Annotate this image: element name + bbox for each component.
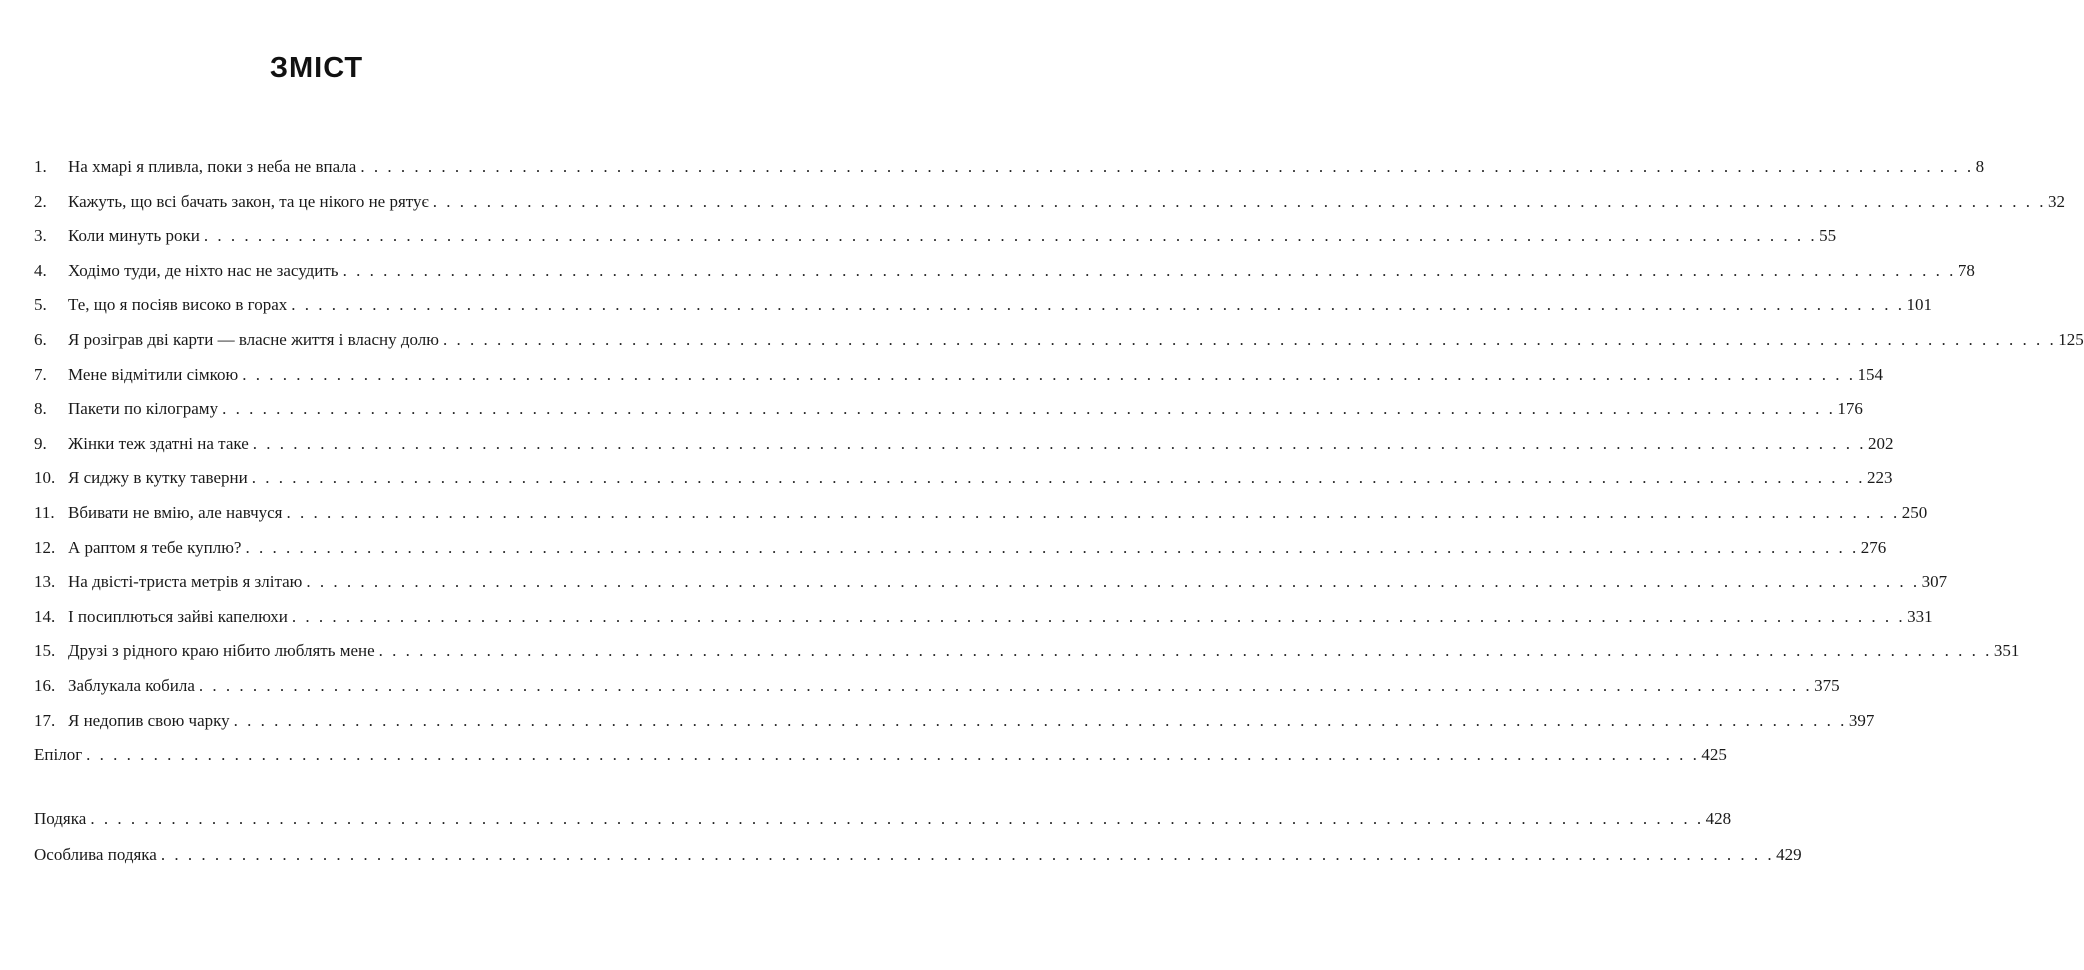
toc-entry-page: 397 [1848, 710, 1875, 730]
toc-entry-page: 32 [2048, 191, 2066, 211]
toc-entry-title: На двісті-триста метрів я злітаю [68, 572, 303, 592]
toc-leader-dots: . . . . . . . . . . . . . . . . . . . . . . . . . . . . . . . . . . . . . . . . . . . . . . . . . . . . . . . . . . . . . . . . . . . . . . . . . . . . . . . . . . . . . . . . . . . . . . . . . . . . . . . . . . . . . . . . . . . . . . . . [242, 364, 1856, 384]
toc-leader-dots: . . . . . . . . . . . . . . . . . . . . . . . . . . . . . . . . . . . . . . . . . . . . . . . . . . . . . . . . . . . . . . . . . . . . . . . . . . . . . . . . . . . . . . . . . . . . . . . . . . . . . . . . . . . . . . . . . . . . . . . . [86, 745, 1700, 765]
toc-entry-page: 202 [1868, 433, 1894, 453]
toc-entry-page: 250 [1901, 503, 1928, 522]
toc-leader-dots: . . . . . . . . . . . . . . . . . . . . . . . . . . . . . . . . . . . . . . . . . . . . . . . . . . . . . . . . . . . . . . . . . . . . . . . . . . . . . . . . . . . . . . . . . . . . . . . . . . . . . . . . . . . . . . . . . . . . . . . . [342, 260, 1956, 280]
toc-leader-dots: . . . . . . . . . . . . . . . . . . . . . . . . . . . . . . . . . . . . . . . . . . . . . . . . . . . . . . . . . . . . . . . . . . . . . . . . . . . . . . . . . . . . . . . . . . . . . . . . . . . . . . . . . . . . . . . . . . . . . . . . [160, 845, 1775, 864]
toc-entry-number: 11. [34, 503, 55, 522]
toc-leader-dots: . . . . . . . . . . . . . . . . . . . . . . . . . . . . . . . . . . . . . . . . . . . . . . . . . . . . . . . . . . . . . . . . . . . . . . . . . . . . . . . . . . . . . . . . . . . . . . . . . . . . . . . . . . . . . . . . . . . . . . . . [203, 226, 1818, 246]
toc-leader-dots: . . . . . . . . . . . . . . . . . . . . . . . . . . . . . . . . . . . . . . . . . . . . . . . . . . . . . . . . . . . . . . . . . . . . . . . . . . . . . . . . . . . . . . . . . . . . . . . . . . . . . . . . . . . . . . . . . . . . . . . . [360, 157, 1974, 176]
toc-entry-title: Пакети по кілограму [68, 399, 219, 419]
toc-entry [34, 536, 1887, 560]
toc-entry-title: Я недопив свою чарку [68, 710, 230, 730]
toc-entry-page: 55 [1819, 226, 1837, 246]
toc-leader-dots: . . . . . . . . . . . . . . . . . . . . . . . . . . . . . . . . . . . . . . . . . . . . . . . . . . . . . . . . . . . . . . . . . . . . . . . . . . . . . . . . . . . . . . . . . . . . . . . . . . . . . . . . . . . . . . . . . . . . . . . . [90, 809, 1704, 828]
toc-entry-number: 7. [34, 364, 47, 384]
toc-entry [34, 570, 1948, 594]
toc-entry-title: Заблукала кобила [68, 676, 195, 695]
toc-entry-number: 16. [34, 676, 56, 695]
toc-entry [34, 224, 1837, 248]
toc-entry [34, 743, 1727, 767]
toc-entry-page: 176 [1837, 399, 1863, 419]
toc-entry-title: Подяка [34, 809, 87, 828]
toc-entry-title: Кажуть, що всі бачать закон, та це нікого не рятує [68, 191, 429, 211]
toc-entry-title: Особлива подяка [34, 845, 157, 864]
toc-entry [34, 293, 1933, 317]
toc-entry-page: 78 [1957, 260, 1975, 280]
toc-entry [34, 709, 1875, 733]
toc-leader-dots: . . . . . . . . . . . . . . . . . . . . . . . . . . . . . . . . . . . . . . . . . . . . . . . . . . . . . . . . . . . . . . . . . . . . . . . . . . . . . . . . . . . . . . . . . . . . . . . . . . . . . . . . . . . . . . . . . . . . . . . . [291, 606, 1906, 626]
toc-leader-dots: . . . . . . . . . . . . . . . . . . . . . . . . . . . . . . . . . . . . . . . . . . . . . . . . . . . . . . . . . . . . . . . . . . . . . . . . . . . . . . . . . . . . . . . . . . . . . . . . . . . . . . . . . . . . . . . . . . . . . . . . [222, 399, 1836, 419]
toc-entry [34, 466, 1893, 490]
toc-entry-page: 425 [1701, 745, 1727, 765]
toc-entry-page: 276 [1860, 537, 1887, 557]
toc-leader-dots: . . . . . . . . . . . . . . . . . . . . . . . . . . . . . . . . . . . . . . . . . . . . . . . . . . . . . . . . . . . . . . . . . . . . . . . . . . . . . . . . . . . . . . . . . . . . . . . . . . . . . . . . . . . . . . . . . . . . . . . . [378, 641, 1992, 661]
toc-leader-dots: . . . . . . . . . . . . . . . . . . . . . . . . . . . . . . . . . . . . . . . . . . . . . . . . . . . . . . . . . . . . . . . . . . . . . . . . . . . . . . . . . . . . . . . . . . . . . . . . . . . . . . . . . . . . . . . . . . . . . . . . [233, 710, 1847, 730]
toc-entry [34, 363, 1883, 387]
toc-entry-page: 351 [1993, 641, 2020, 661]
toc-entry-number: 17. [34, 710, 56, 730]
toc-entry-number: 6. [34, 330, 47, 349]
toc-entry-title: Друзі з рідного краю нібито люблять мене [68, 641, 375, 661]
toc-entry-number: 9. [34, 433, 47, 453]
toc-leader-dots: . . . . . . . . . . . . . . . . . . . . . . . . . . . . . . . . . . . . . . . . . . . . . . . . . . . . . . . . . . . . . . . . . . . . . . . . . . . . . . . . . . . . . . . . . . . . . . . . . . . . . . . . . . . . . . . . . . . . . . . . [251, 468, 1865, 488]
toc-entry-page: 223 [1866, 468, 1893, 488]
toc-entry-number: 12. [34, 537, 56, 557]
toc-entry-page: 428 [1705, 809, 1732, 828]
toc-entry-title: Мене відмітили сімкою [68, 364, 239, 384]
toc-entry [34, 155, 1985, 179]
toc-entry-title: Жінки теж здатні на таке [68, 433, 249, 453]
toc-entry-number: 8. [34, 399, 47, 419]
toc-entry [34, 501, 1928, 525]
toc-leader-dots: . . . . . . . . . . . . . . . . . . . . . . . . . . . . . . . . . . . . . . . . . . . . . . . . . . . . . . . . . . . . . . . . . . . . . . . . . . . . . . . . . . . . . . . . . . . . . . . . . . . . . . . . . . . . . . . . . . . . . . . . [245, 537, 1859, 557]
toc-entry-page: 101 [1906, 295, 1933, 315]
toc-entry [34, 190, 2066, 214]
toc-entry [34, 328, 2084, 352]
toc-entry-title: Вбивати не вмію, але навчуся [68, 503, 283, 522]
toc-entry-number: 10. [34, 468, 56, 488]
toc-entry [34, 843, 1802, 867]
toc-entry-title: Я сиджу в кутку таверни [68, 468, 248, 488]
toc-entry [34, 605, 1933, 629]
toc-entry-number: 15. [34, 641, 56, 661]
toc-entry [34, 674, 1840, 698]
toc-entry-title: Ходімо туди, де ніхто нас не засудить [68, 260, 339, 280]
toc-entry-page: 307 [1921, 572, 1948, 592]
toc-leader-dots: . . . . . . . . . . . . . . . . . . . . . . . . . . . . . . . . . . . . . . . . . . . . . . . . . . . . . . . . . . . . . . . . . . . . . . . . . . . . . . . . . . . . . . . . . . . . . . . . . . . . . . . . . . . . . . . . . . . . . . . . [286, 503, 1900, 522]
toc-entry-number: 4. [34, 260, 47, 280]
toc-entry-title: А раптом я тебе куплю? [68, 537, 242, 557]
toc-entry-page: 8 [1975, 157, 1985, 176]
toc-entry-page: 375 [1814, 676, 1840, 695]
toc-leader-dots: . . . . . . . . . . . . . . . . . . . . . . . . . . . . . . . . . . . . . . . . . . . . . . . . . . . . . . . . . . . . . . . . . . . . . . . . . . . . . . . . . . . . . . . . . . . . . . . . . . . . . . . . . . . . . . . . . . . . . . . . [442, 330, 2057, 349]
toc-entry-number: 5. [34, 295, 47, 315]
toc-entry-title: І посиплються зайві капелюхи [68, 606, 288, 626]
toc-leader-dots: . . . . . . . . . . . . . . . . . . . . . . . . . . . . . . . . . . . . . . . . . . . . . . . . . . . . . . . . . . . . . . . . . . . . . . . . . . . . . . . . . . . . . . . . . . . . . . . . . . . . . . . . . . . . . . . . . . . . . . . . [306, 572, 1920, 592]
toc-entry-title: Коли минуть роки [68, 226, 200, 246]
toc-leader-dots: . . . . . . . . . . . . . . . . . . . . . . . . . . . . . . . . . . . . . . . . . . . . . . . . . . . . . . . . . . . . . . . . . . . . . . . . . . . . . . . . . . . . . . . . . . . . . . . . . . . . . . . . . . . . . . . . . . . . . . . . [252, 433, 1866, 453]
toc-entry-page: 331 [1907, 606, 1933, 626]
toc-leader-dots: . . . . . . . . . . . . . . . . . . . . . . . . . . . . . . . . . . . . . . . . . . . . . . . . . . . . . . . . . . . . . . . . . . . . . . . . . . . . . . . . . . . . . . . . . . . . . . . . . . . . . . . . . . . . . . . . . . . . . . . . [198, 676, 1813, 695]
toc-entry [34, 807, 1732, 831]
toc-entry-number: 14. [34, 606, 56, 626]
toc-entry [34, 397, 1863, 421]
toc-leader-dots: . . . . . . . . . . . . . . . . . . . . . . . . . . . . . . . . . . . . . . . . . . . . . . . . . . . . . . . . . . . . . . . . . . . . . . . . . . . . . . . . . . . . . . . . . . . . . . . . . . . . . . . . . . . . . . . . . . . . . . . . [432, 191, 2047, 211]
toc-entry-page: 154 [1857, 364, 1883, 384]
toc-entry-number: 2. [34, 191, 47, 211]
toc-entry-number: 3. [34, 226, 47, 246]
toc-entry-number: 13. [34, 572, 56, 592]
toc-entry-page: 125 [2058, 330, 2084, 349]
toc-leader-dots: . . . . . . . . . . . . . . . . . . . . . . . . . . . . . . . . . . . . . . . . . . . . . . . . . . . . . . . . . . . . . . . . . . . . . . . . . . . . . . . . . . . . . . . . . . . . . . . . . . . . . . . . . . . . . . . . . . . . . . . . [291, 295, 1905, 315]
toc-entry [34, 432, 1894, 456]
toc-entry-page: 429 [1776, 845, 1802, 864]
toc-entry [34, 639, 2020, 663]
toc-entry-title: Епілог [34, 745, 83, 765]
page-title: ЗМІСТ [269, 52, 364, 84]
toc-entry-title: Те, що я посіяв високо в горах [68, 295, 288, 315]
toc-entry-title: Я розіграв дві карти — власне життя і власну долю [68, 330, 439, 349]
toc-entry [34, 259, 1975, 283]
toc-entry-title: На хмарі я пливла, поки з неба не впала [68, 157, 357, 176]
toc-entry-number: 1. [34, 157, 47, 176]
